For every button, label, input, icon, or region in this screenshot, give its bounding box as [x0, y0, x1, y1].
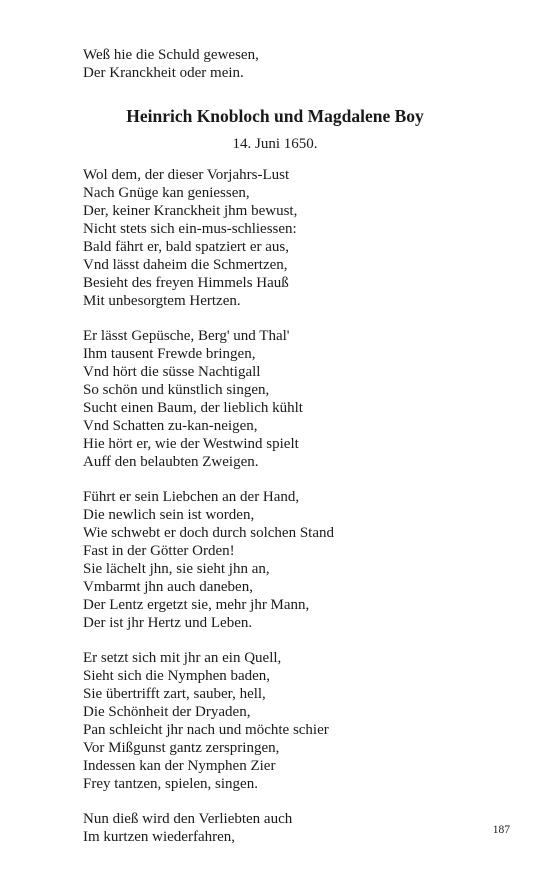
verse-line: Vnd lässt daheim die Schmertzen, [83, 257, 288, 273]
verse-line: Der ist jhr Hertz und Leben. [83, 615, 253, 631]
verse-line: Vmbarmt jhn auch daneben, [83, 579, 253, 595]
verse-line: Wol dem, der dieser Vorjahrs-Lust [83, 167, 290, 183]
verse-line: Sieht sich die Nymphen baden, [83, 668, 271, 684]
verse-line: Weß hie die Schuld gewesen, [83, 47, 259, 63]
verse-line: Nun dieß wird den Verliebten auch [83, 811, 293, 827]
verse-line: Besieht des freyen Himmels Hauß [83, 275, 289, 291]
verse-line: Vor Mißgunst gantz zerspringen, [83, 740, 280, 756]
verse-line: Bald fährt er, bald spatziert er aus, [83, 239, 289, 255]
verse-line: Indessen kan der Nymphen Zier [83, 758, 276, 774]
verse-line: Vnd hört die süsse Nachtigall [83, 364, 261, 380]
verse-line: Er lässt Gepüsche, Berg' und Thal' [83, 328, 290, 344]
stanza-3 [83, 488, 334, 632]
verse-line: Frey tantzen, spielen, singen. [83, 776, 258, 792]
stanza-2 [83, 327, 334, 471]
stanza-4 [83, 649, 334, 793]
verse-line: Nicht stets sich ein-mus-schliessen: [83, 221, 297, 237]
verse-line: Mit unbesorgtem Hertzen. [83, 293, 241, 309]
verse-line: Sie lächelt jhn, sie sieht jhn an, [83, 561, 270, 577]
verse-line: Hie hört er, wie der Westwind spielt [83, 436, 299, 452]
verse-line: Der, keiner Kranckheit jhm bewust, [83, 203, 298, 219]
verse-line: Vnd Schatten zu-kan-neigen, [83, 418, 258, 434]
verse-line: So schön und künstlich singen, [83, 382, 270, 398]
verse-line: Die Schönheit der Dryaden, [83, 704, 251, 720]
verse-line: Nach Gnüge kan geniessen, [83, 185, 250, 201]
verse-line: Sucht einen Baum, der lieblich kühlt [83, 400, 303, 416]
verse-line: Führt er sein Liebchen an der Hand, [83, 489, 300, 505]
verse-line: Er setzt sich mit jhr an ein Quell, [83, 650, 282, 666]
page-number: 187 [492, 824, 510, 836]
poem-title: Heinrich Knobloch und Magdalene Boy [126, 106, 424, 126]
verse-line: Ihm tausent Frewde bringen, [83, 346, 256, 362]
poem-body [83, 166, 334, 863]
verse-line: Der Kranckheit oder mein. [83, 65, 244, 81]
verse-line: Sie übertrifft zart, sauber, hell, [83, 686, 266, 702]
verse-line: Der Lentz ergetzt sie, mehr jhr Mann, [83, 597, 310, 613]
verse-line: Auff den belaubten Zweigen. [83, 454, 259, 470]
verse-line: Im kurtzen wiederfahren, [83, 829, 236, 845]
verse-line: Die newlich sein ist worden, [83, 507, 255, 523]
poem-date: 14. Juni 1650. [232, 136, 318, 152]
verse-line: Pan schleicht jhr nach und möchte schier [83, 722, 329, 738]
carryover-verse [83, 46, 259, 82]
stanza-1 [83, 166, 334, 310]
verse-line: Fast in der Götter Orden! [83, 543, 235, 559]
stanza-5 [83, 810, 334, 846]
verse-line: Wie schwebt er doch durch solchen Stand [83, 525, 334, 541]
